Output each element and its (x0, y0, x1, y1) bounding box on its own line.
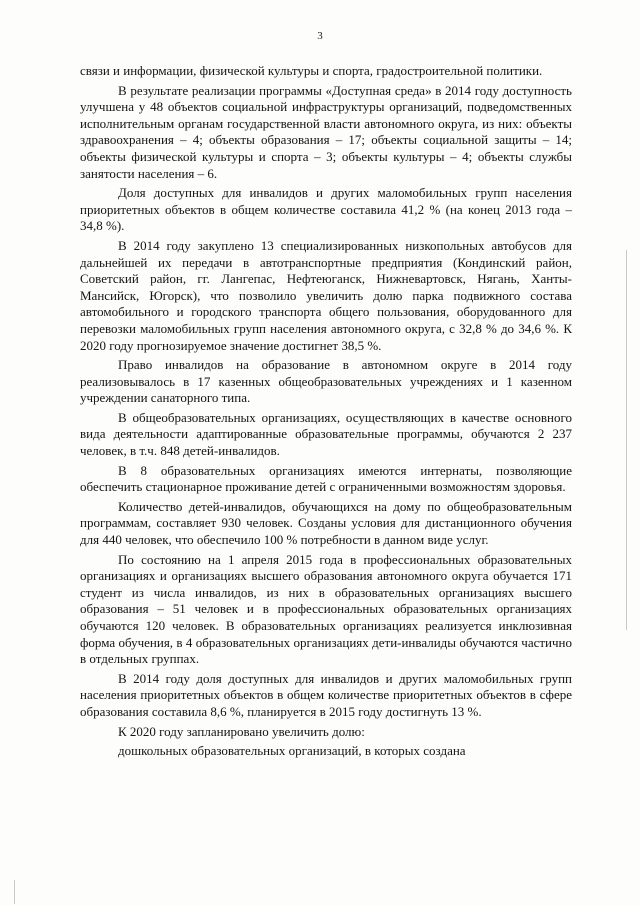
scan-edge-mark (626, 250, 627, 630)
paragraph-9: По состоянию на 1 апреля 2015 года в профессиональных образовательных организациях и организациях высшего образования автономного округа обучается 171 студент из числа инвалидов, из них в образовательных организациях высшего образования – 51 человек и в профессиональных образовательных организациях обучаются 120 человек. В образовательных организациях реализуется инклюзивная форма обучения, в 4 образовательных организациях дети-инвалиды обучаются частично в отдельных группах. (80, 551, 572, 667)
page-number: 3 (317, 30, 323, 42)
paragraph-4: В 2014 году закуплено 13 специализированных низкопольных автобусов для дальнейшей их передачи в автотранспортные предприятия (Кондинский район, Советский район, гг. Лангепас, Нефтеюганск, Нижневартовск, Нягань, Ханты-Мансийск, Югорск), что позволило увеличить долю парка подвижного состава автомобильного и городского транспорта общего пользования, оборудованного для перевозки маломобильных групп населения автономного округа, с 32,8 % до 34,6 %. К 2020 году прогнозируемое значение достигнет 38,5 %. (80, 237, 572, 353)
document-body (80, 63, 572, 763)
paragraph-6: В общеобразовательных организациях, осуществляющих в качестве основного вида деятельности адаптированные образовательные программы, обучаются 2 237 человек, в т.ч. 848 детей-инвалидов. (80, 409, 572, 459)
paragraph-5: Право инвалидов на образование в автономном округе в 2014 году реализовывалось в 17 казенных общеобразовательных учреждениях и 1 казенном учреждении санаторного типа. (80, 357, 572, 406)
paragraph-10: В 2014 году доля доступных для инвалидов и других маломобильных групп населения приоритетных объектов в общем количестве приоритетных объектов в сфере образования составила 8,6 %, планируется в 2015 году достигнуть 13 %. (80, 670, 572, 719)
paragraph-1: связи и информации, физической культуры и спорта, градостроительной политики. (80, 63, 543, 78)
paragraph-11: К 2020 году запланировано увеличить долю: (118, 723, 365, 739)
paragraph-12: дошкольных образовательных организаций, в которых создана (118, 743, 466, 759)
paragraph-2: В результате реализации программы «Доступная среда» в 2014 году доступность улучшена у 48 объектов социальной инфраструктуры организаций, подведомственных исполнительным органам государственной власти автономного округа, из них: объекты здравоохранения – 4; объекты образования – 17; объекты социальной защиты – 14; объекты физической культуры и спорта – 3; объекты культуры – 4; объекты службы занятости населения – 6. (80, 82, 572, 181)
scan-corner-mark (14, 880, 15, 904)
paragraph-8: Количество детей-инвалидов, обучающихся на дому по общеобразовательным программам, составляет 930 человек. Созданы условия для дистанционного обучения для 440 человек, что обеспечило 100 % потребности в данном виде услуг. (80, 498, 572, 548)
paragraph-3: Доля доступных для инвалидов и других маломобильных групп населения приоритетных объектов в общем количестве составила 41,2 % (на конец 2013 года – 34,8 %). (80, 185, 572, 234)
paragraph-7: В 8 образовательных организациях имеются интернаты, позволяющие обеспечить стационарное проживание детей с ограниченными возможностям здоровья. (80, 462, 572, 495)
